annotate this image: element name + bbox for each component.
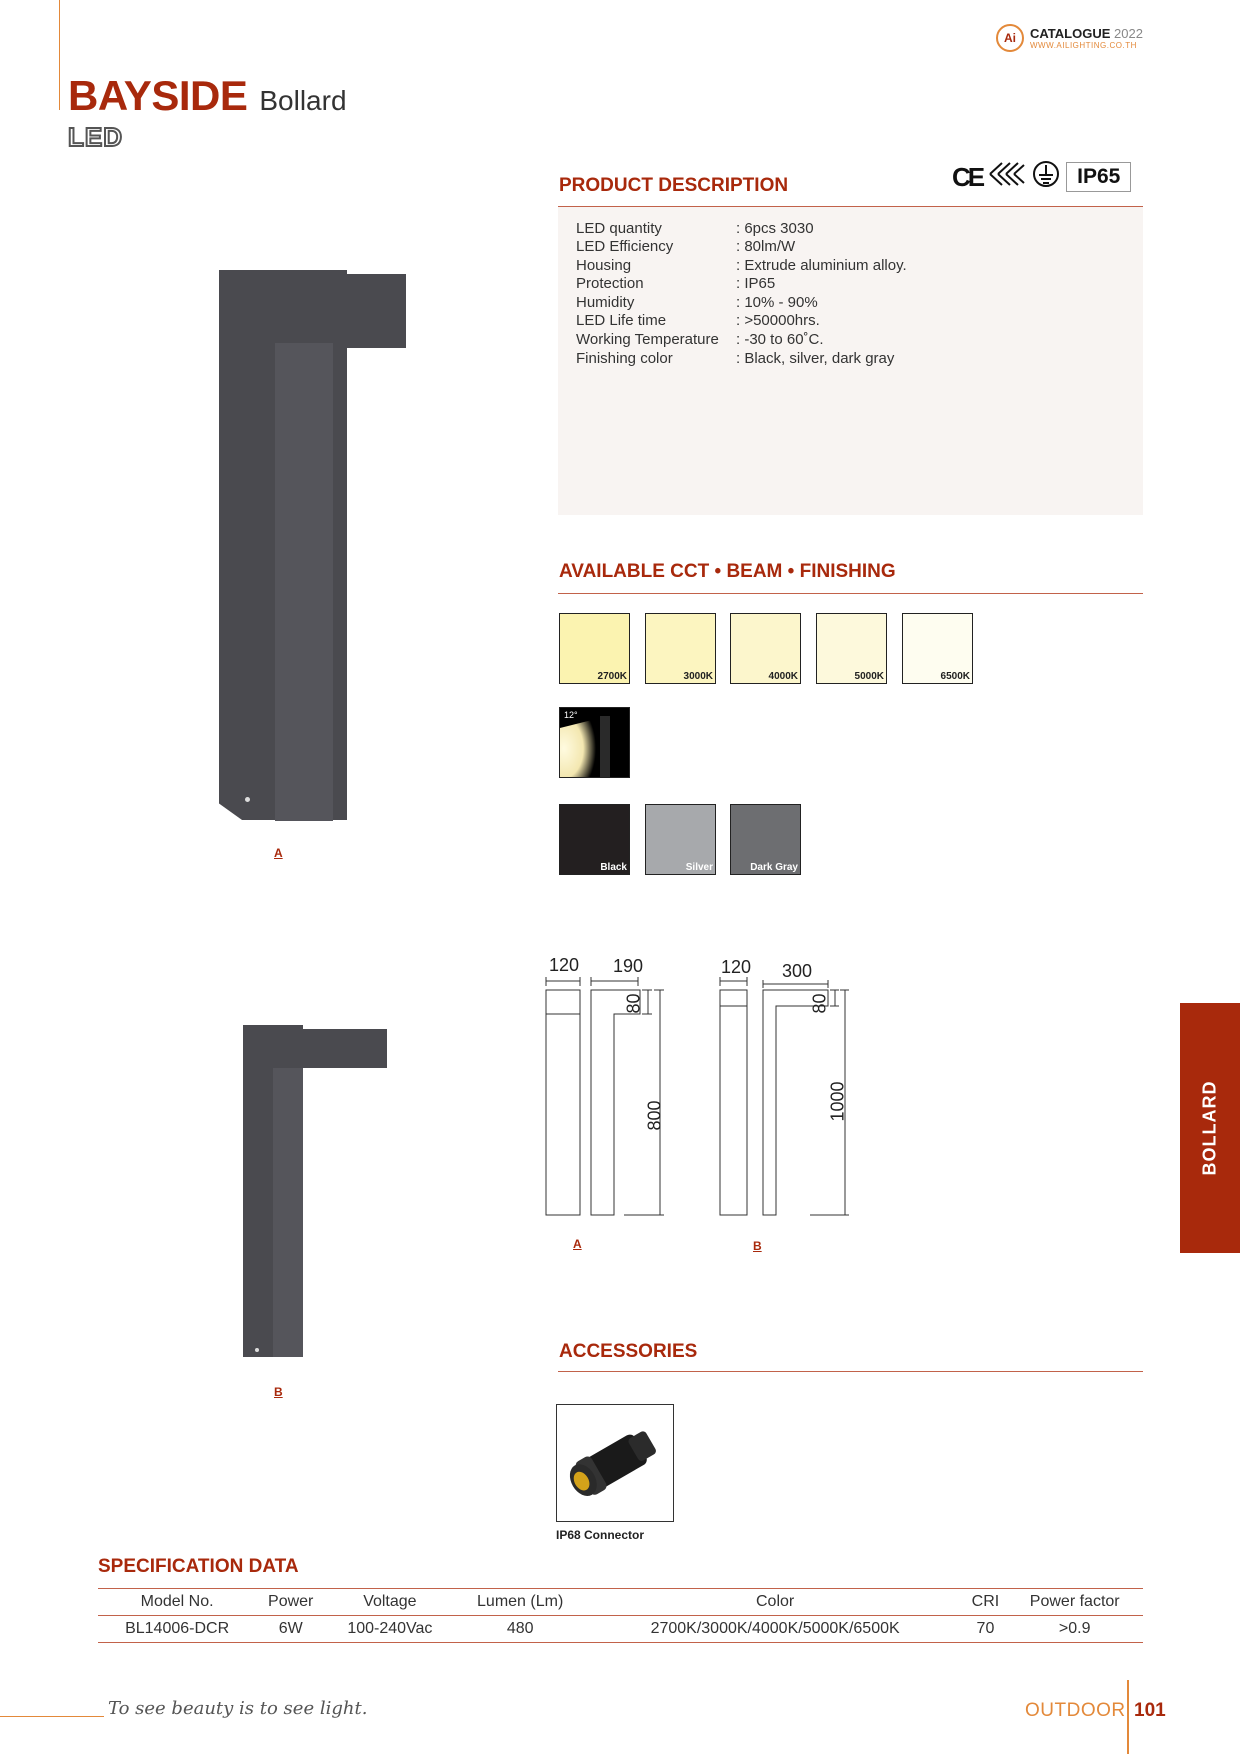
column-header: Power factor [1006, 1589, 1143, 1616]
cct-swatch-6500k: 6500K [902, 613, 973, 684]
cct-swatch-4000k: 4000K [730, 613, 801, 684]
finish-swatch-dark-gray: Dark Gray [730, 804, 801, 875]
drawing-a-front [591, 990, 640, 1215]
dimension-drawings [540, 950, 860, 1220]
page-title [68, 72, 347, 120]
product-description-heading: PRODUCT DESCRIPTION [559, 175, 789, 196]
table-cell: 2700K/3000K/4000K/5000K/6500K [586, 1616, 965, 1643]
catalogue-year: 2022 [1114, 25, 1143, 41]
dim-b-height: 1000 [827, 1081, 848, 1122]
product-a-label: A [274, 846, 283, 860]
product-type: Bollard [259, 85, 347, 116]
specification-heading: SPECIFICATION DATA [98, 1556, 299, 1577]
dim-b-head: 80 [809, 993, 830, 1014]
footer-tagline: To see beauty is to see light. [108, 1698, 368, 1719]
beam-angle-swatch [559, 707, 630, 778]
spec-row: Finishing color : Black, silver, dark gray [576, 350, 895, 367]
table-cell: BL14006-DCR [98, 1616, 256, 1643]
drawing-b-label: B [753, 1239, 762, 1253]
footer-section: OUTDOOR [1025, 1700, 1126, 1721]
dim-b-width: 120 [721, 957, 752, 977]
accessories-heading: ACCESSORIES [559, 1341, 698, 1362]
column-header: Color [586, 1589, 965, 1616]
footer-divider [1127, 1680, 1129, 1754]
divider [558, 1371, 1143, 1372]
dim-a-arm: 190 [613, 956, 644, 976]
drawing-b-side [720, 990, 747, 1215]
catalogue-logo [996, 24, 1143, 52]
spec-row: Protection : IP65 [576, 275, 776, 292]
dim-b-arm: 300 [782, 961, 813, 981]
specification-table [98, 1588, 1143, 1643]
ground-symbol-icon [1032, 160, 1060, 194]
spec-row: Humidity : 10% - 90% [576, 294, 818, 311]
certifications [952, 160, 1131, 194]
table-cell: 70 [965, 1616, 1007, 1643]
description-panel [558, 207, 1143, 515]
cct-swatch-5000k: 5000K [816, 613, 887, 684]
column-header: Voltage [325, 1589, 454, 1616]
footer-accent-line [0, 1716, 104, 1717]
column-header: Power [256, 1589, 325, 1616]
spec-row: Housing : Extrude aluminium alloy. [576, 257, 907, 274]
bollard-b-front [273, 1065, 303, 1357]
dim-a-head: 80 [623, 993, 644, 1014]
beam-angle-label: 12° [564, 710, 578, 720]
dim-a-height: 800 [644, 1100, 665, 1131]
spec-row: LED Life time : >50000hrs. [576, 312, 820, 329]
column-header: Model No. [98, 1589, 256, 1616]
cct-swatch-2700k: 2700K [559, 613, 630, 684]
led-badge: LED [68, 122, 123, 152]
accessory-image [556, 1404, 674, 1522]
table-row [98, 1616, 1143, 1643]
spec-row: LED quantity : 6pcs 3030 [576, 220, 814, 237]
table-cell: >0.9 [1006, 1616, 1143, 1643]
divider [558, 593, 1143, 594]
ai-logo-icon: Ai [996, 24, 1024, 52]
bollard-a-head [346, 274, 406, 348]
bollard-a-front [275, 343, 333, 821]
drawing-a-label: A [573, 1237, 582, 1251]
ip65-badge: IP65 [1066, 162, 1131, 192]
column-header: CRI [965, 1589, 1007, 1616]
cct-heading: AVAILABLE CCT • BEAM • FINISHING [559, 561, 896, 582]
accessory-label: IP68 Connector [556, 1528, 645, 1542]
screw-icon [255, 1348, 259, 1352]
screw-icon [245, 797, 250, 802]
product-b-label: B [274, 1385, 283, 1399]
ce-mark-icon: CE [952, 161, 983, 192]
header-accent-line [59, 0, 60, 110]
spec-row: LED Efficiency : 80lm/W [576, 238, 796, 255]
ip68-connector-icon [557, 1405, 673, 1521]
column-header: Lumen (Lm) [455, 1589, 586, 1616]
dim-a-width: 120 [549, 955, 580, 975]
finish-swatch-black: Black [559, 804, 630, 875]
table-cell: 6W [256, 1616, 325, 1643]
drawing-a-side [546, 990, 580, 1215]
drawing-b-front [763, 990, 828, 1215]
table-header-row [98, 1589, 1143, 1616]
category-side-tab[interactable] [1180, 1003, 1240, 1253]
table-cell: 480 [455, 1616, 586, 1643]
category-side-tab-label: BOLLARD [1199, 1080, 1220, 1176]
finish-swatch-silver: Silver [645, 804, 716, 875]
product-name: BAYSIDE [68, 72, 248, 119]
spec-row: Working Temperature : -30 to 60˚C. [576, 331, 824, 348]
catalogue-label: CATALOGUE [1030, 25, 1111, 41]
bollard-b-head [260, 1029, 387, 1068]
ukca-mark-icon [988, 161, 1026, 193]
page-number: 101 [1134, 1700, 1166, 1721]
table-cell: 100-240Vac [325, 1616, 454, 1643]
cct-swatch-3000k: 3000K [645, 613, 716, 684]
website-url: WWW.AILIGHTING.CO.TH [1030, 40, 1137, 50]
